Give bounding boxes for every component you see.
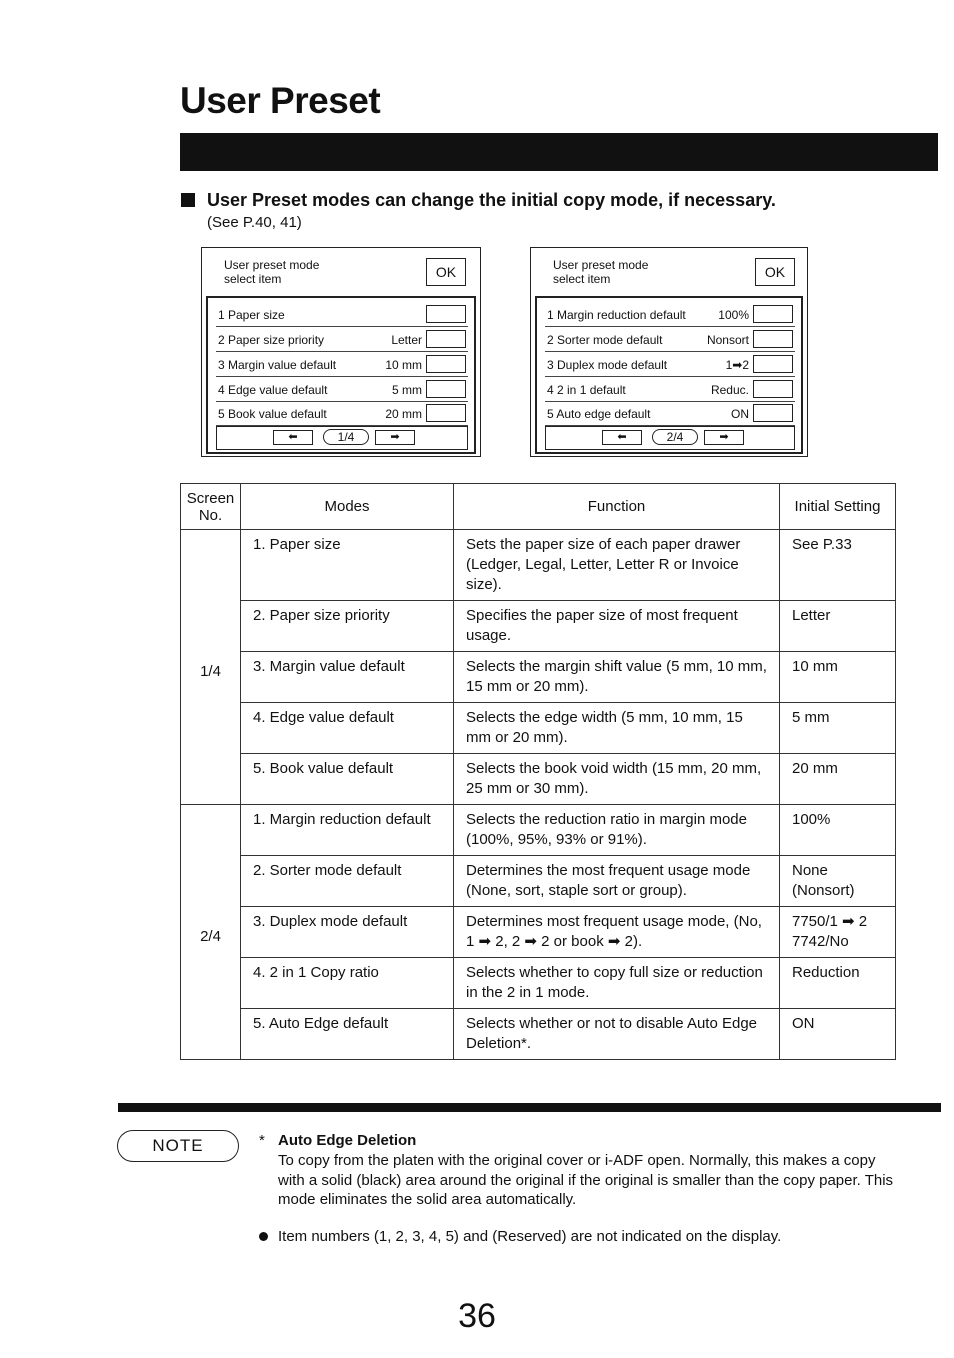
- function-cell: Determines most frequent usage mode, (No, 1 ➡ 2, 2 ➡ 2 or book ➡ 2).: [466, 913, 762, 950]
- function-cell: Determines the most frequent usage mode (None, sort, staple sort or group).: [466, 862, 751, 899]
- list-item[interactable]: [216, 302, 468, 327]
- table-row: [181, 754, 896, 805]
- list-item[interactable]: [545, 327, 795, 352]
- mode-cell: 1. Paper size: [253, 536, 341, 553]
- page-indicator: 2/4: [652, 429, 698, 445]
- item-box: [753, 355, 793, 373]
- panel-header-line2: select item: [553, 272, 611, 286]
- initial-cell: 5 mm: [792, 709, 830, 726]
- mode-cell: 5. Book value default: [253, 760, 394, 777]
- mode-cell: 4. 2 in 1 Copy ratio: [253, 964, 379, 981]
- function-cell: Selects whether or not to disable Auto Edge Deletion*.: [466, 1015, 758, 1052]
- table-row: [181, 856, 896, 907]
- item-value: ON: [731, 407, 749, 421]
- initial-cell: Reduction: [792, 964, 860, 981]
- panel-header: [224, 258, 319, 286]
- display-panel-1: [201, 247, 481, 457]
- mode-cell: 3. Duplex mode default: [253, 913, 408, 930]
- note-body: To copy from the platen with the original cover or i-ADF open. Normally, this makes a copy with a solid (black) area around the original if the original is smaller than the copy paper. This mode eliminates the solid area automatically.: [278, 1152, 894, 1208]
- mode-cell: 3. Margin value default: [253, 658, 405, 675]
- table-row: [181, 958, 896, 1009]
- function-cell: Selects the edge width (5 mm, 10 mm, 15 mm or 20 mm).: [466, 709, 743, 746]
- asterisk-icon: *: [259, 1132, 265, 1149]
- initial-cell: None (Nonsort): [792, 862, 855, 899]
- table-row: [181, 652, 896, 703]
- item-box: [753, 330, 793, 348]
- item-value: 100%: [718, 308, 749, 322]
- table-row: [181, 530, 896, 601]
- item-value: Reduc.: [710, 383, 749, 397]
- panel-nav: [216, 426, 468, 450]
- heading-bullet: [181, 193, 195, 207]
- list-item[interactable]: [216, 352, 468, 377]
- initial-cell: 100%: [792, 811, 831, 828]
- item-label: 2 Sorter mode default: [547, 333, 663, 347]
- item-label: 4 Edge value default: [218, 383, 328, 397]
- screen-no-cell: [181, 530, 241, 805]
- next-arrow-icon[interactable]: ➡: [704, 430, 744, 445]
- function-cell: Selects the margin shift value (5 mm, 10 mm, 15 mm or 20 mm).: [466, 658, 767, 695]
- screen-no: 1/4: [200, 662, 221, 680]
- table-row: [181, 703, 896, 754]
- item-label: 3 Duplex mode default: [547, 358, 668, 372]
- item-box: [426, 355, 466, 373]
- item-box: [753, 305, 793, 323]
- header-function: Function: [454, 484, 780, 530]
- list-item[interactable]: [216, 401, 468, 426]
- panel-header: [553, 258, 648, 286]
- bullet-icon: [259, 1232, 268, 1241]
- page-reference: (See P.40, 41): [207, 214, 302, 231]
- ok-button[interactable]: OK: [426, 258, 466, 286]
- item-label: 4 2 in 1 default: [547, 383, 626, 397]
- function-cell: Selects whether to copy full size or reduction in the 2 in 1 mode.: [466, 964, 763, 1001]
- item-label: 1 Margin reduction default: [547, 308, 686, 322]
- screen-no-cell: [181, 805, 241, 1060]
- initial-cell: 20 mm: [792, 760, 838, 777]
- table-row: [181, 805, 896, 856]
- item-value: Nonsort: [706, 333, 749, 347]
- item-value: 20 mm: [385, 407, 422, 421]
- prev-arrow-icon[interactable]: ⬅: [602, 430, 642, 445]
- mode-cell: 5. Auto Edge default: [253, 1015, 389, 1032]
- initial-cell: See P.33: [792, 536, 852, 553]
- function-cell: Selects the reduction ratio in margin mode (100%, 95%, 93% or 91%).: [466, 811, 747, 848]
- note-title: Auto Edge Deletion: [278, 1132, 417, 1149]
- note-label: NOTE: [117, 1130, 239, 1162]
- item-box: [753, 380, 793, 398]
- list-item[interactable]: [216, 327, 468, 352]
- item-box: [426, 404, 466, 422]
- item-box: [426, 305, 466, 323]
- page-indicator: 1/4: [323, 429, 369, 445]
- display-panel-2: [530, 247, 808, 457]
- item-box: [426, 330, 466, 348]
- item-value: 1➡2: [725, 358, 749, 372]
- page-title: User Preset: [180, 80, 381, 121]
- header-initial-setting: Initial Setting: [780, 484, 896, 530]
- section-heading: User Preset modes can change the initial copy mode, if necessary.: [207, 190, 776, 210]
- panel-list: [206, 296, 476, 454]
- item-box: [426, 380, 466, 398]
- next-arrow-icon[interactable]: ➡: [375, 430, 415, 445]
- initial-cell: 10 mm: [792, 658, 838, 675]
- list-item[interactable]: [545, 302, 795, 327]
- panel-header-line1: User preset mode: [553, 258, 649, 272]
- list-item[interactable]: [545, 352, 795, 377]
- list-item[interactable]: [545, 401, 795, 426]
- list-item[interactable]: [545, 377, 795, 402]
- mode-cell: 1. Margin reduction default: [253, 811, 431, 828]
- page-number: 36: [458, 1297, 496, 1335]
- item-value: 5 mm: [392, 383, 422, 397]
- mode-cell: 2. Sorter mode default: [253, 862, 402, 879]
- bullet-text: Item numbers (1, 2, 3, 4, 5) and (Reserved) are not indicated on the display.: [278, 1228, 782, 1245]
- panel-header-line2: select item: [224, 272, 282, 286]
- panel-list: [535, 296, 803, 454]
- title-bar: [180, 133, 938, 171]
- table-row: [181, 601, 896, 652]
- list-item[interactable]: [216, 377, 468, 402]
- mode-cell: 4. Edge value default: [253, 709, 394, 726]
- panel-nav: [545, 426, 795, 450]
- initial-cell: ON: [792, 1015, 815, 1032]
- item-box: [753, 404, 793, 422]
- item-label: 2 Paper size priority: [218, 333, 325, 347]
- table-row: [181, 907, 896, 958]
- item-value: Letter: [391, 333, 422, 347]
- function-cell: Selects the book void width (15 mm, 20 mm, 25 mm or 30 mm).: [466, 760, 762, 797]
- table-row: [181, 1009, 896, 1060]
- header-modes: Modes: [241, 484, 454, 530]
- panel-header-line1: User preset mode: [224, 258, 320, 272]
- initial-cell: Letter: [792, 607, 831, 624]
- table-header-row: [181, 484, 896, 530]
- item-label: 1 Paper size: [218, 308, 285, 322]
- ok-button[interactable]: OK: [755, 258, 795, 286]
- initial-cell: 7750/1 ➡ 2 7742/No: [792, 913, 868, 950]
- screen-no: 2/4: [200, 927, 221, 945]
- item-label: 5 Book value default: [218, 407, 327, 421]
- function-cell: Specifies the paper size of most frequent usage.: [466, 607, 738, 644]
- item-label: 3 Margin value default: [218, 358, 337, 372]
- function-cell: Sets the paper size of each paper drawer (Ledger, Legal, Letter, Letter R or Invoice size).: [466, 536, 741, 593]
- section-divider: [118, 1103, 941, 1112]
- mode-cell: 2. Paper size priority: [253, 607, 390, 624]
- modes-table: [180, 483, 896, 1060]
- prev-arrow-icon[interactable]: ⬅: [273, 430, 313, 445]
- item-value: 10 mm: [385, 358, 422, 372]
- item-label: 5 Auto edge default: [547, 407, 651, 421]
- header-screen-no: Screen No.: [181, 484, 241, 530]
